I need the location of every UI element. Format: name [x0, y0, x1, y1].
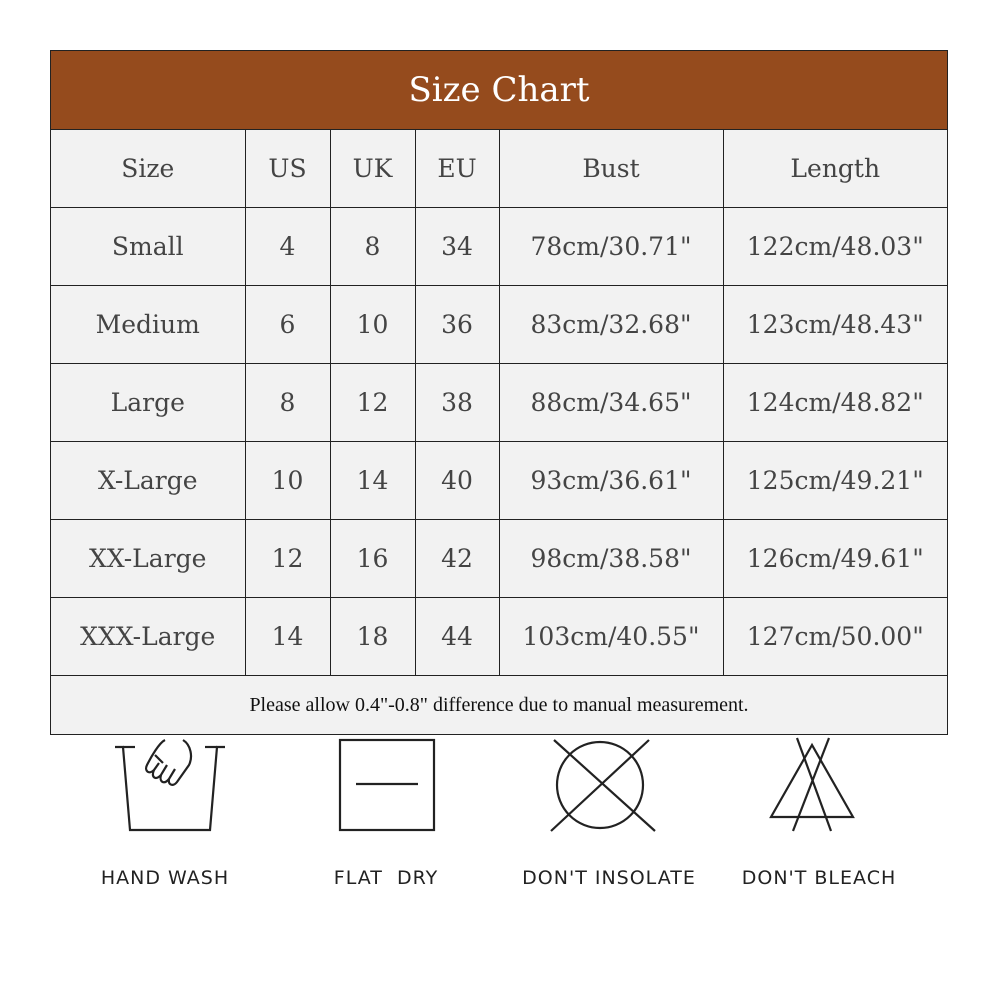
- table-cell: 42: [415, 520, 499, 598]
- care-label: FLAT DRY: [333, 867, 439, 889]
- table-cell: 10: [245, 442, 330, 520]
- table-cell: Small: [51, 208, 245, 286]
- table-cell: 126cm/49.61": [723, 520, 947, 598]
- table-cell: 83cm/32.68": [499, 286, 723, 364]
- table-row: [51, 364, 947, 442]
- table-cell: Medium: [51, 286, 245, 364]
- table-cell: 6: [245, 286, 330, 364]
- care-item-dont-insolate: [499, 735, 719, 935]
- column-header: Bust: [499, 130, 723, 208]
- table-cell: 88cm/34.65": [499, 364, 723, 442]
- dont-bleach-icon: [709, 735, 929, 845]
- table-cell: XX-Large: [51, 520, 245, 598]
- table-cell: 122cm/48.03": [723, 208, 947, 286]
- care-label: DON'T BLEACH: [741, 867, 897, 889]
- table-cell: 8: [245, 364, 330, 442]
- table-row: [51, 442, 947, 520]
- table-cell: X-Large: [51, 442, 245, 520]
- chart-title: Size Chart: [51, 51, 947, 130]
- table-header-row: [51, 130, 947, 208]
- table-cell: 103cm/40.55": [499, 598, 723, 676]
- table-cell: 124cm/48.82": [723, 364, 947, 442]
- flat-dry-icon: [276, 735, 496, 845]
- table-cell: 78cm/30.71": [499, 208, 723, 286]
- table-cell: 40: [415, 442, 499, 520]
- table-cell: 14: [245, 598, 330, 676]
- column-header: EU: [415, 130, 499, 208]
- column-header: UK: [330, 130, 415, 208]
- table-row: [51, 208, 947, 286]
- table-cell: Large: [51, 364, 245, 442]
- table-cell: 34: [415, 208, 499, 286]
- column-header: Size: [51, 130, 245, 208]
- table-cell: 123cm/48.43": [723, 286, 947, 364]
- size-table: [51, 130, 947, 676]
- table-cell: 125cm/49.21": [723, 442, 947, 520]
- table-cell: 44: [415, 598, 499, 676]
- table-cell: 10: [330, 286, 415, 364]
- care-label: HAND WASH: [100, 867, 230, 889]
- care-label: DON'T INSOLATE: [522, 867, 696, 889]
- table-cell: 93cm/36.61": [499, 442, 723, 520]
- table-cell: 18: [330, 598, 415, 676]
- column-header: Length: [723, 130, 947, 208]
- table-cell: 36: [415, 286, 499, 364]
- table-cell: 4: [245, 208, 330, 286]
- table-cell: 12: [245, 520, 330, 598]
- table-row: [51, 286, 947, 364]
- table-cell: 98cm/38.58": [499, 520, 723, 598]
- measurement-note: Please allow 0.4"-0.8" difference due to manual measurement.: [249, 694, 749, 716]
- table-row: [51, 520, 947, 598]
- table-cell: 14: [330, 442, 415, 520]
- care-item-hand-wash: [55, 735, 275, 935]
- table-cell: 16: [330, 520, 415, 598]
- hand-wash-icon: [55, 735, 275, 845]
- table-row: [51, 598, 947, 676]
- table-cell: 127cm/50.00": [723, 598, 947, 676]
- column-header: US: [245, 130, 330, 208]
- care-item-dont-bleach: [709, 735, 929, 935]
- table-cell: 12: [330, 364, 415, 442]
- table-cell: XXX-Large: [51, 598, 245, 676]
- table-cell: 38: [415, 364, 499, 442]
- size-chart: [50, 50, 948, 735]
- table-cell: 8: [330, 208, 415, 286]
- dont-insolate-icon: [499, 735, 719, 845]
- care-item-flat-dry: [276, 735, 496, 935]
